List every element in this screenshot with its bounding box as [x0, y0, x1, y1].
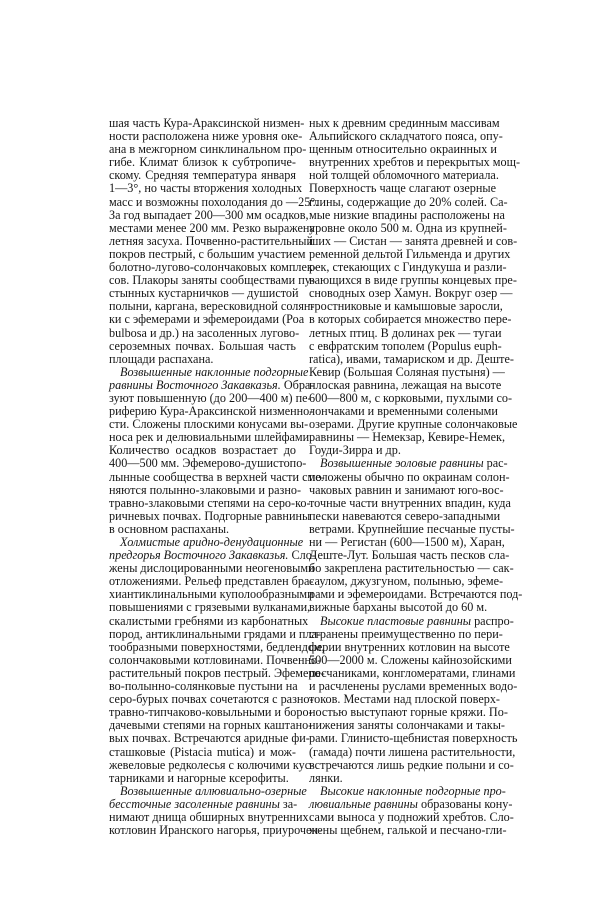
body-text: 1—3°, но часты вторжения холодных	[109, 181, 303, 196]
italic-heading-text: Возвышенные эоловые равнины	[320, 456, 484, 471]
body-text: ной толщей обломочного материала.	[309, 168, 499, 183]
body-text: положены обычно по окраинам солон-	[309, 469, 510, 484]
body-text: бо закреплена растительностью — сак-	[309, 561, 514, 576]
body-text: мые низкие впадины расположены на	[309, 207, 505, 222]
body-text: нижения заняты солончаками и такы-	[309, 718, 505, 733]
italic-heading-text: Высокие пластовые равнины	[320, 613, 472, 628]
text-line	[309, 823, 507, 838]
body-text: ана в межгорном синклинальном про-	[109, 142, 307, 157]
body-text: местами менее 200 мм. Резко выражена	[109, 220, 315, 235]
body-text: песчаниками, конгломератами, глинами	[309, 665, 516, 680]
body-text: растительный покров пестрый. Эфемеро-	[109, 665, 325, 680]
body-text: тообразными поверхностями, бедлендом,	[109, 639, 325, 654]
body-text: странены преимущественно по пери-	[309, 626, 503, 641]
body-text: Альпийского складчатого пояса, опу-	[309, 129, 503, 144]
body-text: 400—500 мм. Эфемерово-душистопо-	[109, 456, 307, 471]
body-text: серо-бурых почвах сочетаются с разно-	[109, 692, 314, 707]
body-text: встречаются лишь редкие полыни и со-	[309, 757, 514, 772]
body-text: Обра-	[280, 377, 315, 392]
body-text: щенным относительно окраинных и	[309, 142, 497, 157]
body-text: жевеловые редколесья с колючими кус-	[109, 757, 315, 772]
body-text: солончаковыми котловинами. Почвенно-	[109, 652, 322, 667]
body-text: сероземных почвах. Большая часть	[109, 338, 296, 353]
body-text: с евфратским тополем (Populus euph-	[309, 338, 502, 353]
body-text: сами выноса у подножий хребтов. Сло-	[309, 809, 514, 824]
body-text: Сло-	[288, 548, 316, 563]
body-text: ременной дельтой Гильменда и других	[309, 246, 511, 261]
body-text: дачевыми степями на горных каштано-	[109, 718, 313, 733]
body-text: жены дислоцированными неогеновыми	[109, 561, 315, 576]
body-text: площади распахана.	[109, 351, 214, 366]
italic-heading-text: предгорья Восточного Закавказья.	[109, 548, 289, 563]
body-text: образованы кону-	[417, 796, 513, 811]
body-text: травно-типчаково-ковыльными и боро-	[109, 705, 313, 720]
body-text: ности расположена ниже уровня оке-	[109, 129, 303, 144]
italic-heading-text: Холмистые аридно-денудационные	[120, 535, 304, 549]
right-column	[309, 116, 523, 838]
body-text: котловин Иранского нагорья, приурочен-	[109, 823, 323, 838]
body-text: Кевир (Большая Соляная пустыня) —	[309, 364, 505, 379]
body-text: полыни, каргана, вересковидной солян-	[109, 299, 315, 314]
body-text: ratica), ивами, тамариском и др. Деште-	[309, 351, 514, 366]
body-text: летняя засуха. Почвенно-растительный	[109, 233, 313, 248]
body-text: летных птиц. В долинах рек — тугаи	[309, 325, 502, 340]
body-text: скому. Средняя температура января	[109, 168, 296, 183]
body-text: озерами. Другие крупные солончаковые	[309, 417, 518, 432]
body-text: внутренних хребтов и перекрытых мощ-	[309, 155, 521, 170]
body-text: травно-злаковыми степями на серо-ко-	[109, 495, 311, 510]
body-text: гибе. Климат близок к субтропиче-	[109, 155, 296, 170]
body-text: за-	[279, 796, 298, 811]
body-text: нимают днища обширных внутренних	[109, 809, 309, 824]
body-text: сов. Плакоры заняты сообществами пу-	[109, 273, 315, 288]
body-text: Поверхность чаще слагают озерные	[309, 181, 496, 196]
body-text: во-полынно-солянковые пустыни на	[109, 679, 298, 694]
italic-heading-text: бессточные засоленные равнины	[109, 796, 280, 811]
body-text: риферию Кура-Араксинской низменно-	[109, 404, 314, 419]
body-text: рек, стекающих с Гиндукуша и разли-	[309, 260, 507, 275]
body-text: стынных кустарничков — душистой	[109, 286, 299, 301]
body-text: лончаками и временными солеными	[309, 404, 498, 419]
body-text: токов. Местами над плоской поверх-	[309, 692, 500, 707]
body-text: пески навеваются северо-западными	[309, 508, 501, 523]
body-text: ных к древним срединным массивам	[309, 116, 500, 130]
body-text: уровне около 500 м. Одна из крупней-	[309, 220, 507, 235]
body-text: в основном распаханы.	[109, 521, 230, 536]
body-text: тростниковые и камышовые заросли,	[309, 299, 503, 314]
body-text: покров пестрый, с большим участием	[109, 246, 306, 261]
italic-heading-text: лювиальные равнины	[309, 796, 418, 811]
body-text: чаковых равнин и занимают юго-вос-	[309, 482, 504, 497]
body-text: болотно-лугово-солончаковых комплек-	[109, 260, 317, 275]
body-text: тарниками и нагорные ксерофиты.	[109, 770, 289, 785]
body-text: рами и эфемероидами. Встречаются под-	[309, 587, 523, 602]
body-text: За год выпадает 200—300 мм осадков,	[109, 207, 309, 222]
body-text: 500—2000 м. Сложены кайнозойскими	[309, 652, 512, 667]
body-text: няются полынно-злаковыми и разно-	[109, 482, 302, 497]
body-text: сти. Сложены плоскими конусами вы-	[109, 417, 309, 432]
body-text: (гамада) почти лишена растительности,	[309, 744, 516, 759]
body-text: лянки.	[309, 770, 343, 785]
body-text: ричневых почвах. Подгорные равнины	[109, 508, 311, 523]
italic-heading-text: Высокие наклонные подгорные про-	[320, 783, 506, 798]
left-column	[109, 116, 325, 838]
body-text: Деште-Лут. Большая часть песков сла-	[309, 548, 510, 563]
italic-heading-text: Возвышенные аллювиально-озерные	[120, 783, 307, 798]
body-text: повышениями с грязевыми вулканами,	[109, 600, 311, 615]
body-text: лынные сообщества в верхней части сме-	[109, 469, 325, 484]
body-text: bulbosa и др.) на засоленных лугово-	[109, 325, 300, 340]
body-text: плоская равнина, лежащая на высоте	[309, 377, 502, 392]
body-text: шая часть Кура-Араксинской низмен-	[109, 116, 305, 130]
body-text: ни — Регистан (600—1500 м), Харан,	[309, 535, 505, 549]
body-text: сташковые (Pistacia mutica) и мож-	[109, 744, 296, 759]
body-text: равнины — Немекзар, Кевире-Немек,	[309, 430, 506, 445]
body-text: сноводных озер Хамун. Вокруг озер —	[309, 286, 513, 301]
text-line	[109, 823, 323, 838]
body-text: точные части внутренних впадин, куда	[309, 495, 511, 510]
body-text: жены щебнем, галькой и песчано-гли-	[309, 823, 507, 838]
italic-heading-text: равнины Восточного Закавказья.	[109, 377, 281, 392]
body-text: ки с эфемерами и эфемероидами (Роа	[109, 312, 305, 327]
body-text: пород, антиклинальными грядами и пла-	[109, 626, 321, 641]
body-text: рас-	[483, 456, 508, 471]
body-text: и расчленены руслами временных водо-	[309, 679, 518, 694]
body-text: 600—800 м, с корковыми, пухлыми со-	[309, 390, 513, 405]
body-text: ферии внутренних котловин на высоте	[309, 639, 510, 654]
body-text: рами. Глинисто-щебнистая поверхность	[309, 731, 518, 746]
body-text: отложениями. Рельеф представлен бра-	[109, 574, 314, 589]
body-text: ветрами. Крупнейшие песчаные пусты-	[309, 521, 515, 536]
body-text: распро-	[471, 613, 514, 628]
body-text: вых почвах. Встречаются аридные фи-	[109, 731, 310, 746]
body-text: глины, содержащие до 20% солей. Са-	[309, 194, 508, 209]
body-text: саулом, джузгуном, полынью, эфеме-	[309, 574, 504, 589]
body-text: носа рек и делювиальными шлейфами.	[109, 430, 313, 445]
body-text: ностью выступают горные кряжи. По-	[309, 705, 508, 720]
body-text: зуют повышенную (до 200—400 м) пе-	[109, 390, 312, 405]
body-text: в которых собирается множество пере-	[309, 312, 512, 327]
body-text: масс и возможны похолодания до —25°.	[109, 194, 319, 209]
body-text: ших — Систан — занята древней и сов-	[309, 233, 518, 248]
italic-heading-text: Возвышенные наклонные подгорные	[120, 364, 309, 379]
body-text: скалистыми гребнями из карбонатных	[109, 613, 309, 628]
body-text: Количество осадков возрастает до	[109, 443, 296, 458]
body-text: вижные барханы высотой до 60 м.	[309, 600, 488, 615]
body-text: Гоуди-Зирра и др.	[309, 443, 401, 458]
body-text: вающихся в виде группы концевых пре-	[309, 273, 517, 288]
body-text: хиантиклинальными куполообразными	[109, 587, 314, 602]
